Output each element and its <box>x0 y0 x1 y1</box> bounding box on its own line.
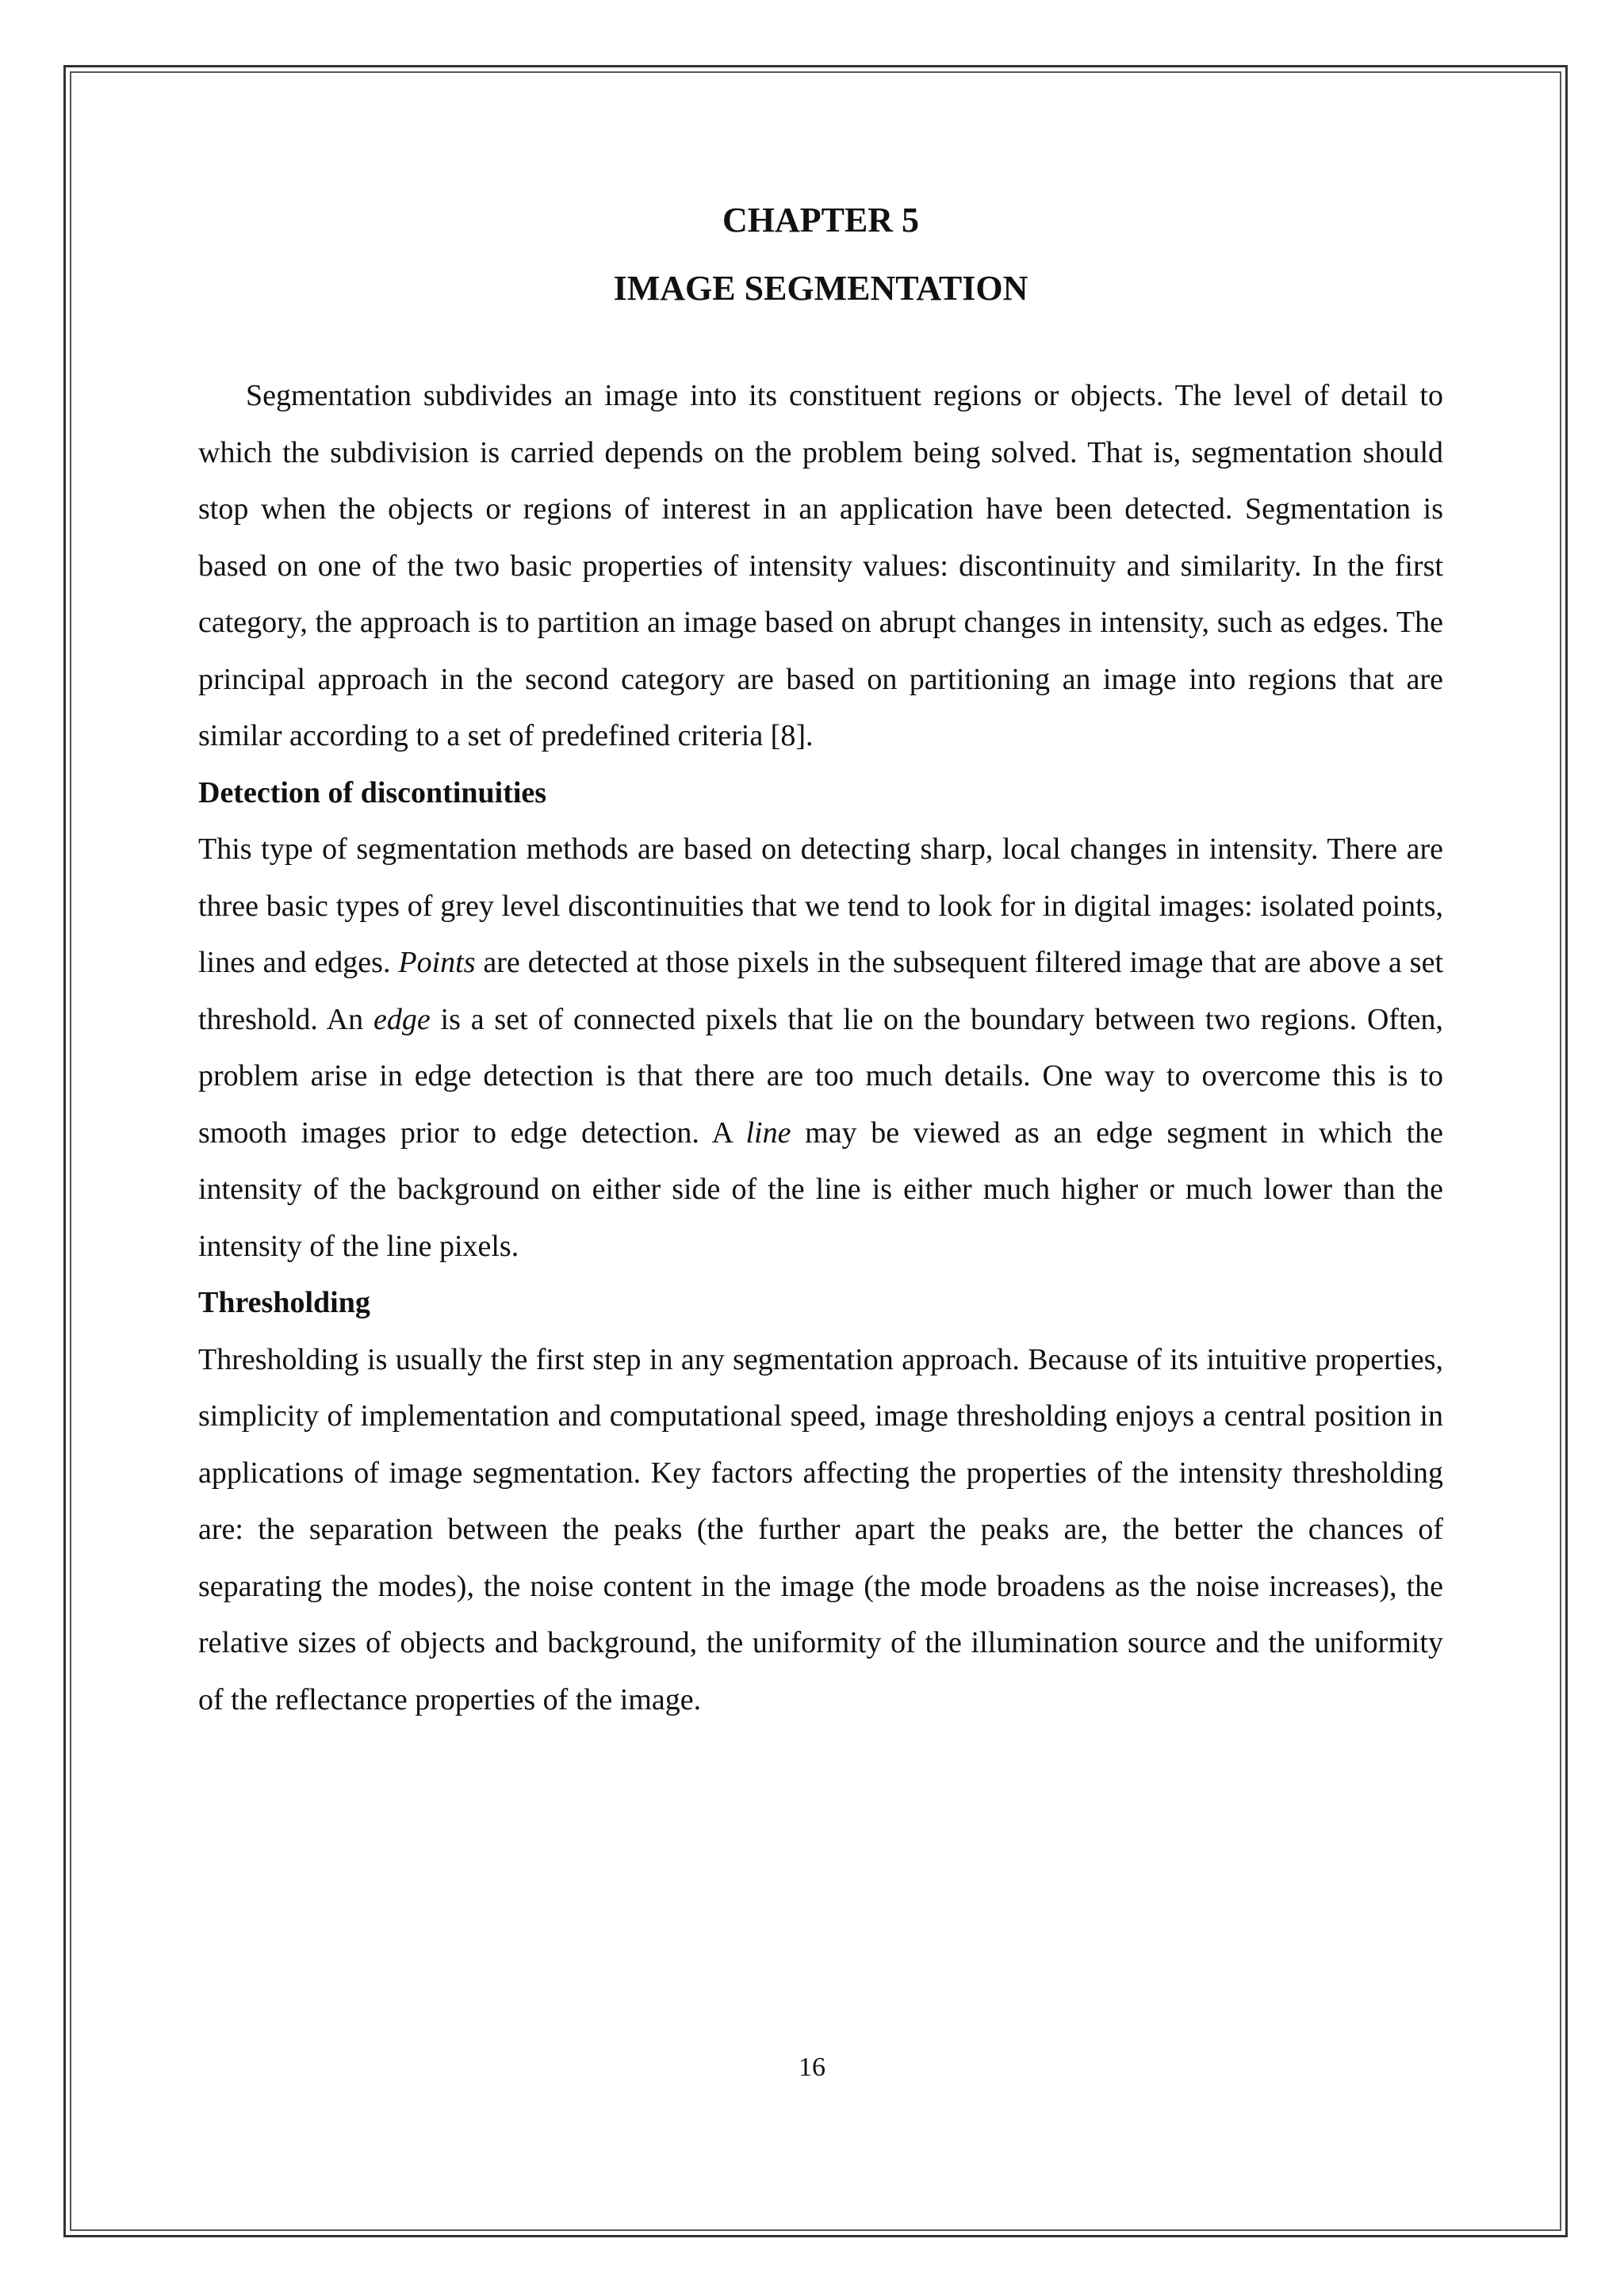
page-number: 16 <box>799 2053 825 2082</box>
page-content <box>198 190 1443 1728</box>
text-run: is a set of connected pixels that lie on the boundary between two regions. Often, problem arise in edge detection is that there are too much details. One way to overcome this is to smooth images prior to edge detection. A <box>198 1002 1443 1150</box>
thresholding-paragraph: Thresholding is usually the first step in any segmentation approach. Because of its intuitive properties, simplicity of implementation and computational speed, image thresholding enjoys a central position in applications of image segmentation. Key factors affecting the properties of the intensity thresholding are: the separation between the peaks (the further apart the peaks are, the better the chances of separating the modes), the noise content in the image (the mode broadens as the noise increases), the relative sizes of objects and background, the uniformity of the illumination source and the uniformity of the reflectance properties of the image. <box>198 1342 1443 1716</box>
text-run: may be viewed as an edge segment in which the intensity of the background on either side of the line is either much higher or much lower than the intensity of the line pixels. <box>198 1115 1443 1263</box>
chapter-title: IMAGE SEGMENTATION <box>613 269 1028 308</box>
text-run: This type of segmentation methods are based on detecting sharp, local changes in intensity. There are three basic types of grey level discontinuities that we tend to look for in digital images: isolated points, lines and edges. <box>198 832 1443 979</box>
term-points: Points <box>398 946 476 979</box>
intro-paragraph: Segmentation subdivides an image into its constituent regions or objects. The level of detail to which the subdivision is carried depends on the problem being solved. That is, segmentation should stop when the objects or regions of interest in an application have been detected. Segmentation is based on one of the two basic properties of intensity values: discontinuity and similarity. In the first category, the approach is to partition an image based on abrupt changes in intensity, such as edges. The principal approach in the second category are based on partitioning an image into regions that are similar according to a set of predefined criteria [8]. <box>198 379 1443 752</box>
section-heading-discontinuities: Detection of discontinuities <box>198 775 547 809</box>
discontinuities-paragraph <box>198 821 1443 1275</box>
term-line: line <box>745 1115 791 1150</box>
text-run: are detected at those pixels in the subsequent filtered image that are above a set threshold. An <box>198 946 1444 1036</box>
chapter-number: CHAPTER 5 <box>722 201 920 239</box>
term-edge: edge <box>373 1002 431 1036</box>
section-heading-thresholding: Thresholding <box>198 1286 370 1319</box>
